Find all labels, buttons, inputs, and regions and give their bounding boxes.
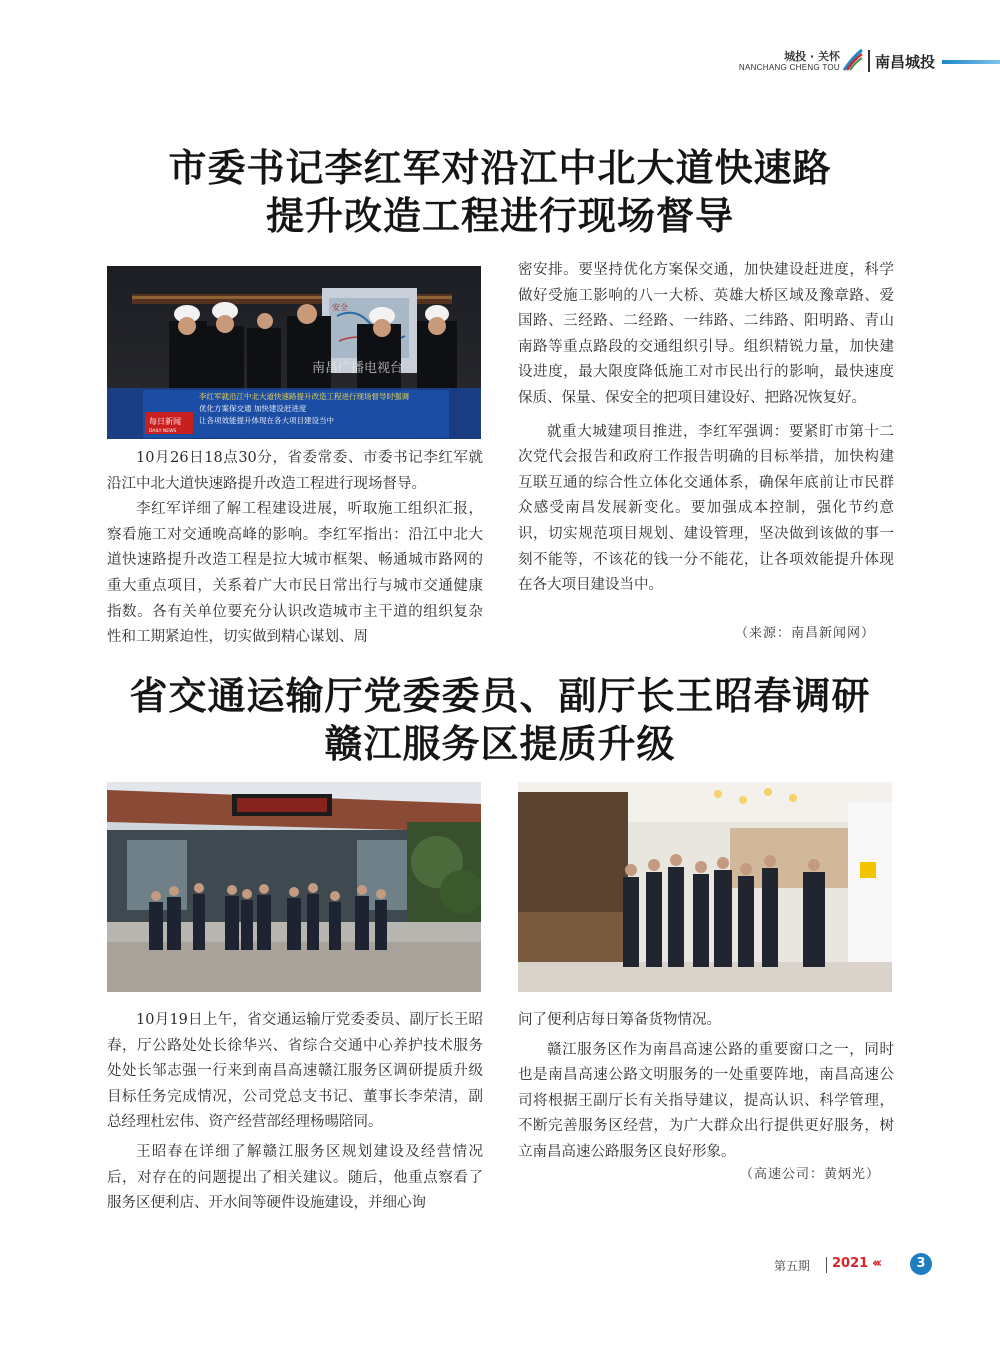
tv-program-logo-en: DAILY NEWS (149, 429, 177, 434)
article2-paragraph: 王昭春在详细了解赣江服务区规划建设及经营情况后，对存在的问题提出了相关建议。随后，他重点察看了服务区便利店、开水间等硬件设施建设，并细心询 (107, 1143, 483, 1212)
tv-watermark: 南昌广播电视台 (312, 361, 404, 376)
header-divider (868, 50, 870, 72)
tv-caption-line3: 让各项效能提升体现在各大项目建设当中 (199, 416, 334, 425)
article2-paragraph: 问了便利店每日筹备货物情况。 (518, 1012, 721, 1028)
article2-right-column (518, 1008, 894, 1166)
tv-caption-line2: 优化方案保交通 加快建设赶进度 (199, 404, 307, 413)
safety-sign: 安全 (332, 303, 348, 312)
article1-paragraph: 李红军详细了解工程建设进展，听取施工组织汇报，察看施工对交通晚高峰的影响。李红军指出：沿江中北大道快速路提升改造工程是拉大城市框架、畅通城市路网的重大重点项目，关系着广大市民日常出行与城市交通健康指数。各有关单位要充分认识改造城市主干道的组织复杂性和工期紧迫性，切实做到精心谋划、周 (107, 501, 483, 646)
article1-title (0, 144, 1000, 240)
issue-year: 2021 (832, 1256, 869, 1271)
brand-name: 南昌城投 (875, 53, 936, 71)
article2-source: （高速公司：黄炳光） (740, 1167, 881, 1182)
article2-paragraph: 10月19日上午，省交通运输厅党委委员、副厅长王昭春，厅公路处处长徐华兴、省综合交通中心养护技术服务处处长邹志强一行来到南昌高速赣江服务区调研提质升级目标任务完成情况，公司党总支书记、董事长李荣清，副总经理杜宏伟、资产经营部经理杨暘陪同。 (107, 1012, 483, 1131)
article1-paragraph: 10月26日18点30分，省委常委、市委书记李红军就沿江中北大道快速路提升改造工程进行现场督导。 (107, 450, 483, 492)
tv-caption-line1: 李红军就沿江中北大道快速路提升改造工程进行现场督导时强调 (199, 392, 409, 401)
footer-divider (826, 1257, 827, 1273)
page-footer (734, 1253, 1000, 1279)
article2-paragraph: 赣江服务区作为南昌高速公路的重要窗口之一，同时也是南昌高速公路文明服务的一处重要阵地，南昌高速公司将根据王副厅长有关指导建议，提高认识、科学管理，不断完善服务区经营，为广大群众出行提供更好服务，树立南昌高速公路服务区良好形象。 (518, 1041, 894, 1160)
service-area-shop-image (518, 782, 892, 992)
article2-title-line2: 赣江服务区提质升级 (324, 722, 676, 766)
page-header (720, 46, 1000, 82)
article1-paragraph: 密安排。要坚持优化方案保交通，加快建设赶进度，科学做好受施工影响的八一大桥、英雄大桥区域及豫章路、爱国路、三经路、二经路、一纬路、二纬路、阳明路、青山南路等重点路段的交通组织引导。组织精锐力量，加快建设进度，最大限度降低施工对市民出行的影响，最快速度保质、保量、保安全的把项目建设好、把路况恢复好。 (518, 262, 894, 406)
brand-english: NANCHANG CHENG TOU (738, 63, 840, 72)
construction-site-night-image (107, 266, 481, 439)
tv-program-logo: 每日新闻 (149, 417, 181, 426)
article1-right-column (518, 258, 894, 599)
article2-title (0, 672, 1000, 768)
article2-photo-indoor (518, 782, 892, 992)
article1-title-line2: 提升改造工程进行现场督导 (265, 194, 734, 238)
article1-paragraph: 就重大城建项目推进，李红军强调：要紧盯市第十二次党代会报告和政府工作报告明确的目标举措，加快构建互联互通的综合性立体化交通体系，确保年底前让市民群众感受南昌发展新变化。要加强成本控制，强化节约意识，切实规范项目规划、建设管理，坚决做到该做的事一刻不能等，不该花的钱一分不能花，让各项效能提升体现在各大项目建设当中。 (518, 423, 894, 594)
chevron-left-icon: ‹‹‹ (872, 1256, 880, 1271)
article2-left-column (107, 1008, 483, 1217)
article1-left-column (107, 446, 483, 651)
service-area-outdoor-image (107, 782, 481, 992)
issue-label: 第五期 (774, 1259, 811, 1273)
page-number: 3 (910, 1253, 932, 1275)
article1-source: （来源：南昌新闻网） (735, 626, 876, 641)
header-accent-line (942, 60, 1000, 64)
brand-slogan: 城投 · 关怀 (784, 50, 840, 63)
article2-title-line1: 省交通运输厅党委委员、副厅长王昭春调研 (129, 674, 871, 718)
ribbon-logo-icon (842, 48, 864, 72)
article1-news-photo (107, 266, 481, 439)
article1-title-line1: 市委书记李红军对沿江中北大道快速路 (168, 146, 832, 190)
article2-photo-outdoor (107, 782, 481, 992)
